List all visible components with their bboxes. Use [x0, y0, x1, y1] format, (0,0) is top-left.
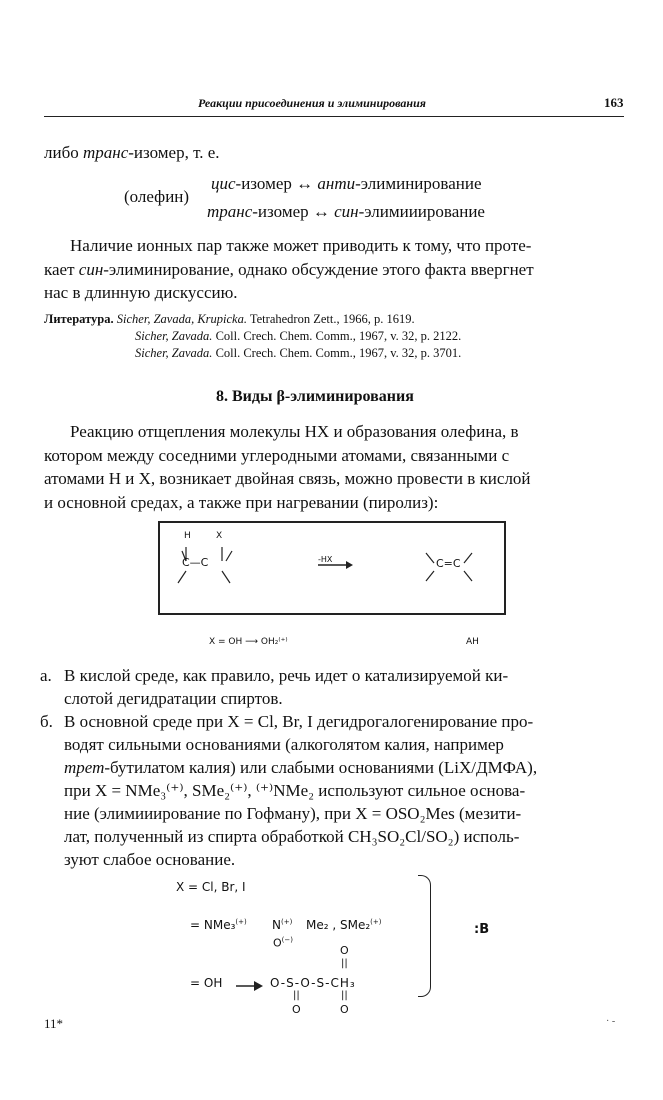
ah-label: AH — [466, 637, 479, 647]
formula-row-sulfonate: = OH — [190, 976, 223, 990]
formula-sulfonate-chain: O-S-O-S-CH₃ — [270, 976, 356, 990]
double-arrow-icon: ↔ — [312, 202, 330, 221]
formula-bracket — [418, 875, 431, 997]
formula-row-onium: = NMe₃(+) — [190, 918, 247, 932]
literature-ref-3: Sicher, Zavada. Coll. Crech. Chem. Comm., 1967, v. 32, p. 3701. — [135, 346, 462, 360]
list-b-line-4: при X = NMe₃⁽⁺⁾, SMe₂⁽⁺⁾, ⁽⁺⁾NMe₂ используют сильное основа- — [64, 781, 526, 800]
formula-bottom-double-bond-2: || — [341, 990, 348, 1001]
paragraph-ion-pairs: Наличие ионных пар также может приводить к тому, что проте- кает син-элиминирование, однако обсуждение этого факта ввергнет нас в длинную дискуссию. — [44, 236, 534, 302]
olefin-label: (олефин) — [124, 187, 190, 206]
section-heading: 8. Виды β-элиминирования — [216, 388, 414, 405]
formula-bottom-double-bond-1: || — [293, 990, 300, 1001]
intro-line: либо транс-изомер, т. е. — [44, 143, 220, 162]
x-atom-label: X — [216, 531, 223, 541]
list-label-b: б. — [40, 712, 53, 731]
list-b-line-1: В основной среде при X = Cl, Br, I дегидрогалогенирование про- — [64, 712, 534, 731]
trans-syn-line: транс-изомер ↔ син-элимииирование — [207, 202, 485, 221]
formula-sulfonium: Me₂ , SMe₂(+) — [306, 918, 382, 932]
arrow-right-icon — [234, 979, 264, 993]
formula-bottom-oxygen-1: O — [292, 1003, 301, 1016]
base-label: :B — [474, 922, 490, 937]
list-b-line-5: ние (элимииирование по Гофману), при X = OSO₂Mes (мезити- — [64, 804, 522, 823]
literature-ref-1: Литература. Sicher, Zavada, Krupicka. Tetrahedron Zett., 1966, p. 1619. — [44, 312, 415, 326]
formula-row-halogens: X = Cl, Br, I — [176, 880, 246, 894]
h-atom-label: H — [184, 531, 191, 541]
double-arrow-icon: ↔ — [296, 174, 314, 193]
list-b-line-6: лат, полученный из спирта обработкой CH₃SO₂Cl/SO₂) исполь- — [64, 827, 520, 846]
formula-top-oxygen: O — [340, 944, 349, 957]
list-b-line-2: водят сильными основаниями (алкоголятом калия, например — [64, 735, 504, 754]
trans-word: транс — [82, 143, 129, 162]
reagent-label: -HX — [318, 555, 333, 564]
list-label-a: а. — [40, 666, 52, 685]
page-number: 163 — [604, 95, 624, 110]
paragraph-elimination: Реакцию отщепления молекулы HX и образования олефина, в котором между соседними углеродными атомами, связанными с атомами H и X, возникает двойная связь, можно провести в кислой и основной средах, а также при нагревании (пиролиз): — [44, 422, 531, 512]
formula-amine-oxide: N(+) — [272, 918, 293, 932]
list-b-line-3: трет-бутилатом калия) или слабыми основаниями (LiX/ДМФА), — [64, 758, 538, 777]
literature-label: Литература. — [44, 312, 114, 326]
x-definition: X = OH ⟶ OH₂⁽⁺⁾ — [209, 637, 288, 647]
cis-anti-line: цис-изомер ↔ анти-элиминирование — [211, 174, 482, 193]
formula-bottom-oxygen-2: O — [340, 1003, 349, 1016]
corner-mark: · - — [606, 1016, 616, 1027]
product-core: C=C — [436, 557, 461, 570]
reactant-core: C—C — [182, 556, 209, 569]
formula-n-oxide: O(−) — [273, 936, 293, 950]
list-b-line-7: зуют слабое основание. — [64, 850, 236, 869]
header-rule — [44, 116, 624, 117]
signature-mark: 11* — [44, 1016, 64, 1031]
literature-ref-2: Sicher, Zavada. Coll. Crech. Chem. Comm., 1967, v. 32, p. 2122. — [135, 329, 462, 343]
list-a-line-1: В кислой среде, как правило, речь идет о катализируемой ки- — [64, 666, 509, 685]
formula-top-double-bond: || — [341, 958, 348, 969]
list-a-line-2: слотой дегидратации спиртов. — [64, 689, 283, 708]
running-header: Реакции присоединения и элиминирования — [198, 96, 426, 110]
